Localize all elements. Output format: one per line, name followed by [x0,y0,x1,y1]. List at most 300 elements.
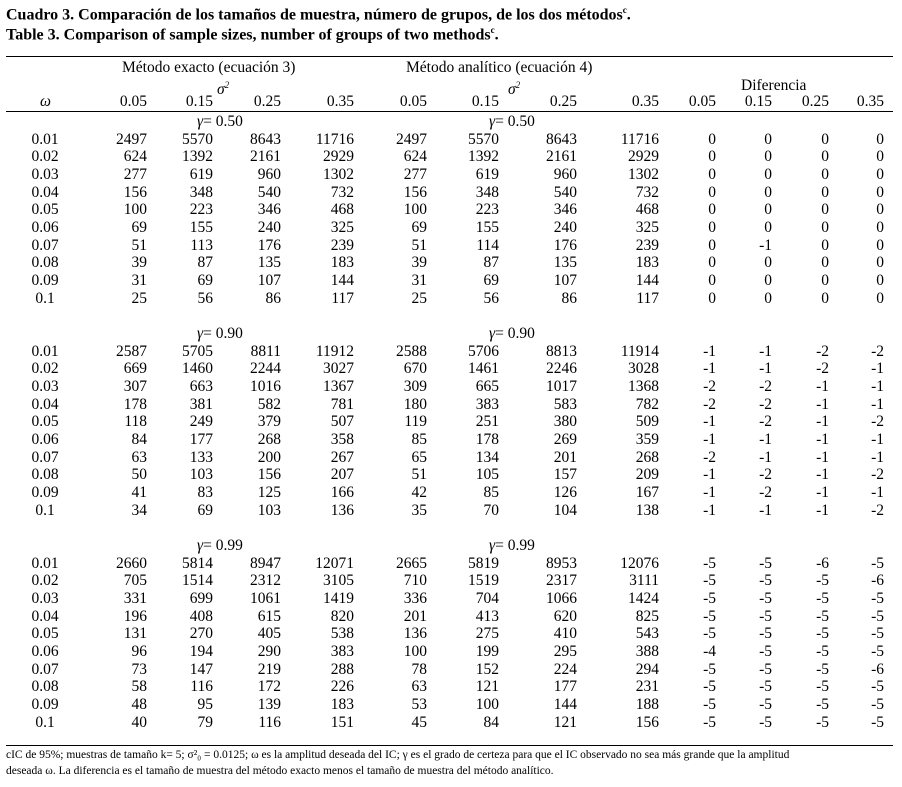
table-cell: 134 [475,448,499,466]
table-cell: 295 [553,642,577,660]
table-cell: -5 [759,660,772,678]
table-cell: 782 [635,395,659,413]
table-cell: 0 [876,218,884,236]
table-cell: 178 [123,395,147,413]
table-cell: 152 [475,660,499,678]
gamma-label-exact: γ= 0.99 [197,537,243,554]
table-cell: 86 [561,289,577,307]
table-cell: 86 [265,289,281,307]
table-cell: 0 [821,254,829,272]
table-cell: 468 [635,201,659,219]
table-cell: -5 [759,695,772,713]
table-cell: 176 [257,236,281,254]
omega-value: 0.06 [31,642,59,660]
gamma-label-exact: γ= 0.50 [197,113,243,130]
table-cell: 226 [330,678,354,696]
table-cell: 223 [475,201,499,219]
table-cell: 177 [189,430,213,448]
gamma-label-analytic: γ= 0.99 [489,537,535,554]
table-cell: 388 [635,642,659,660]
column-header: 0.05 [119,93,147,110]
table-cell: 543 [635,625,659,643]
omega-value: 0.08 [31,254,59,272]
table-cell: 732 [635,183,659,201]
table-cell: 0 [876,165,884,183]
table-cell: 0 [876,183,884,201]
table-cell: 199 [475,642,499,660]
table-cell: 156 [635,713,659,731]
table-cell: 710 [403,572,427,590]
table-cell: 87 [483,254,499,272]
table-cell: -5 [871,607,884,625]
table-cell: 155 [475,218,499,236]
table-cell: -6 [816,554,829,572]
table-cell: 41 [131,483,147,501]
omega-value: 0.02 [31,148,59,166]
table-cell: 201 [553,448,577,466]
table-cell: -5 [816,625,829,643]
omega-value: 0.08 [31,678,59,696]
column-header: 0.35 [856,93,884,110]
table-cell: 166 [330,483,354,501]
table-cell: 1061 [250,590,281,607]
table-cell: 5814 [182,554,213,572]
table-cell: 0 [764,183,772,201]
table-cell: -5 [703,713,716,731]
table-cell: 359 [635,430,659,448]
table-cell: 670 [403,360,427,378]
table-cell: 582 [257,395,281,413]
table-cell: -5 [816,607,829,625]
omega-value: 0.06 [31,218,59,236]
table-cell: 224 [553,660,577,678]
table-cell: 240 [553,218,577,236]
table-cell: 325 [330,218,354,236]
footnote [6,747,893,779]
table-cell: 96 [131,642,147,660]
table-title-spanish: Cuadro 3. Comparación de los tamaños de muestra, número de grupos, de los dos métodos$^c$. [6,5,631,24]
table-cell: -2 [816,342,829,360]
header-difference: Diferencia [741,77,807,94]
table-cell: 5570 [182,130,213,148]
table-cell: 194 [189,642,213,660]
table-cell: -5 [703,625,716,643]
omega-value: 0.05 [31,413,59,431]
table-cell: 509 [635,413,659,431]
table-cell: -5 [759,554,772,572]
table-cell: 117 [636,289,659,307]
table-cell: 705 [123,572,147,590]
table-cell: -1 [816,430,829,448]
table-cell: 307 [123,377,147,395]
table-cell: 665 [475,377,499,395]
table-cell: 84 [483,713,499,731]
table-cell: 56 [197,289,213,307]
table-cell: 1302 [323,165,354,183]
table-cell: 624 [123,148,147,166]
table-cell: 3028 [628,360,659,378]
table-cell: 113 [190,236,213,254]
table-cell: -1 [759,501,772,519]
table-cell: -5 [816,660,829,678]
table-cell: 0 [764,289,772,307]
omega-value: 0.04 [31,183,59,201]
table-cell: -5 [703,660,716,678]
table-cell: 207 [330,466,354,484]
table-cell: -5 [703,572,716,590]
table-cell: 2587 [116,342,147,360]
omega-value: 0.04 [31,607,59,625]
table-cell: 619 [475,165,499,183]
table-cell: 114 [476,236,499,254]
table-cell: 11716 [620,130,659,148]
table-cell: 136 [330,501,354,519]
table-cell: 85 [411,430,427,448]
table-cell: 2929 [323,148,354,166]
table-cell: 0 [876,236,884,254]
table-cell: 2665 [396,554,427,572]
table-cell: -1 [816,377,829,395]
table-cell: 408 [189,607,213,625]
table-cell: 1514 [182,572,213,590]
table-cell: 0 [821,236,829,254]
table-cell: 239 [635,236,659,254]
omega-value: 0.07 [31,236,59,254]
table-cell: 781 [330,395,354,413]
table-cell: -1 [816,413,829,431]
table-cell: 0 [708,183,716,201]
omega-value: 0.1 [35,501,55,519]
table-cell: 95 [197,695,213,713]
table-cell: 0 [876,271,884,289]
table-cell: 8643 [250,130,281,148]
table-cell: 78 [411,660,427,678]
table-cell: 104 [553,501,577,519]
table-cell: 183 [330,695,354,713]
table-cell: 2497 [116,130,147,148]
table-cell: 69 [411,218,427,236]
table-cell: -5 [759,572,772,590]
table-cell: 50 [131,466,147,484]
table-cell: -1 [703,413,716,431]
table-cell: -5 [871,625,884,643]
table-cell: 620 [553,607,577,625]
table-cell: 2660 [116,554,147,572]
table-cell: 135 [553,254,577,272]
table-cell: 87 [197,254,213,272]
table-cell: -1 [759,342,772,360]
table-cell: 5706 [468,342,499,360]
table-cell: 100 [123,201,147,219]
table-cell: -4 [703,642,716,660]
table-cell: 0 [708,130,716,148]
table-cell: -2 [871,342,884,360]
table-title-english: Table 3. Comparison of sample sizes, number of groups of two methods$^c$. [6,25,499,44]
table-cell: -1 [703,483,716,501]
table-cell: 0 [821,183,829,201]
table-cell: 11912 [315,342,354,360]
omega-value: 0.05 [31,625,59,643]
table-cell: -2 [759,466,772,484]
table-cell: 144 [330,271,354,289]
table-cell: 468 [330,201,354,219]
table-cell: -1 [871,360,884,378]
table-cell: 200 [257,448,281,466]
table-cell: 669 [123,360,147,378]
column-header: 0.35 [326,93,354,110]
table-cell: 0 [876,201,884,219]
table-cell: -5 [759,607,772,625]
table-cell: 156 [123,183,147,201]
gamma-label-analytic: γ= 0.90 [489,325,535,342]
omega-value: 0.08 [31,466,59,484]
table-cell: 100 [475,695,499,713]
table-cell: -1 [871,483,884,501]
table-cell: 183 [330,254,354,272]
table-cell: 177 [553,678,577,696]
table-cell: 172 [257,678,281,696]
table-cell: 51 [411,466,427,484]
table-cell: 346 [553,201,577,219]
table-cell: 118 [124,413,147,431]
table-cell: 2929 [628,148,659,166]
table-cell: 8811 [250,342,281,360]
table-cell: 167 [635,483,659,501]
table-cell: 201 [403,607,427,625]
table-cell: 183 [635,254,659,272]
omega-value: 0.09 [31,483,59,501]
table-cell: -5 [816,695,829,713]
table-cell: 309 [403,377,427,395]
table-cell: 69 [197,501,213,519]
table-cell: 12071 [315,554,354,572]
table-cell: 151 [330,713,354,731]
table-cell: 157 [553,466,577,484]
table-cell: 58 [131,678,147,696]
header-exact-method: Método exacto (ecuación 3) [122,59,296,76]
table-cell: 39 [411,254,427,272]
table-cell: 410 [553,625,577,643]
table-cell: 196 [123,607,147,625]
table-cell: 619 [189,165,213,183]
table-cell: 56 [483,289,499,307]
table-cell: -5 [816,642,829,660]
omega-value: 0.05 [31,201,59,219]
table-cell: 3105 [323,572,354,590]
table-cell: -1 [703,342,716,360]
table-cell: 0 [764,218,772,236]
table-cell: 40 [131,713,147,731]
table-cell: 133 [189,448,213,466]
table-cell: 331 [123,590,147,607]
table-cell: 290 [257,642,281,660]
table-cell: 73 [131,660,147,678]
omega-value: 0.04 [31,395,59,413]
table-cell: -2 [759,483,772,501]
table-cell: 63 [411,678,427,696]
bottom-rule [6,745,893,746]
table-cell: 0 [821,148,829,166]
table-cell: 0 [821,201,829,219]
table-cell: -6 [871,660,884,678]
table-cell: 239 [330,236,354,254]
table-cell: 336 [403,590,427,607]
header-omega: ω [40,93,51,110]
header-sigma-analytic: $\sigma^2$ [508,80,521,99]
table-cell: 69 [131,218,147,236]
column-header: 0.25 [801,93,829,110]
omega-value: 0.1 [35,289,55,307]
table-cell: -1 [816,448,829,466]
table-cell: 100 [403,642,427,660]
table-cell: 70 [483,501,499,519]
omega-value: 0.03 [31,165,59,183]
table-cell: 45 [411,713,427,731]
table-cell: -1 [871,448,884,466]
table-cell: 960 [553,165,577,183]
table-cell: 0 [708,165,716,183]
table-cell: 0 [876,289,884,307]
table-cell: 147 [189,660,213,678]
table-cell: -5 [703,607,716,625]
table-cell: 288 [330,660,354,678]
table-cell: -5 [703,554,716,572]
table-cell: -5 [816,590,829,607]
table-cell: 732 [330,183,354,201]
table-cell: 0 [876,254,884,272]
table-cell: 39 [131,254,147,272]
omega-value: 0.01 [31,342,59,360]
table-cell: 83 [197,483,213,501]
table-cell: -5 [759,590,772,607]
table-cell: 1066 [546,590,577,607]
table-cell: 69 [483,271,499,289]
header-analytic-method: Método analítico (ecuación 4) [406,59,593,76]
table-cell: -1 [703,430,716,448]
table-cell: 267 [330,448,354,466]
table-cell: 960 [257,165,281,183]
table-cell: -5 [871,642,884,660]
table-cell: 1392 [468,148,499,166]
table-cell: 275 [475,625,499,643]
gamma-label-exact: γ= 0.90 [197,325,243,342]
top-rule [6,56,893,57]
table-cell: -2 [816,360,829,378]
table-cell: 1016 [250,377,281,395]
omega-value: 0.07 [31,660,59,678]
table-cell: 84 [131,430,147,448]
table-cell: 8813 [546,342,577,360]
table-cell: -1 [871,395,884,413]
table-cell: 107 [257,271,281,289]
table-cell: -1 [703,466,716,484]
omega-value: 0.09 [31,695,59,713]
table-cell: 103 [257,501,281,519]
column-header: 0.05 [399,93,427,110]
omega-value: 0.06 [31,430,59,448]
table-cell: 325 [635,218,659,236]
table-cell: 0 [764,148,772,166]
omega-value: 0.03 [31,377,59,395]
table-cell: 249 [189,413,213,431]
table-cell: -1 [703,360,716,378]
table-cell: 1017 [546,377,577,395]
table-cell: 0 [876,130,884,148]
table-cell: 155 [189,218,213,236]
table-cell: 358 [330,430,354,448]
omega-value: 0.09 [31,271,59,289]
table-cell: -1 [759,236,772,254]
table-cell: 116 [258,713,281,731]
table-cell: 348 [189,183,213,201]
table-cell: 119 [404,413,427,431]
table-cell: 35 [411,501,427,519]
table-cell: 5570 [468,130,499,148]
table-cell: -5 [871,695,884,713]
table-cell: 11716 [315,130,354,148]
table-cell: -2 [871,501,884,519]
table-cell: 53 [411,695,427,713]
table-cell: -5 [871,678,884,696]
column-header: 0.25 [549,93,577,110]
table-cell: 540 [257,183,281,201]
header-sigma-exact: $\sigma^2$ [217,80,230,99]
table-cell: 135 [257,254,281,272]
table-cell: 251 [475,413,499,431]
table-cell: 2244 [250,360,281,378]
table-cell: 624 [403,148,427,166]
table-cell: 381 [189,395,213,413]
table-cell: 1460 [182,360,213,378]
table-cell: -1 [816,501,829,519]
table-cell: 8643 [546,130,577,148]
table-cell: 383 [475,395,499,413]
table-cell: -2 [759,413,772,431]
table-cell: 240 [257,218,281,236]
omega-value: 0.01 [31,130,59,148]
table-cell: 8947 [250,554,281,572]
table-cell: 1392 [182,148,213,166]
table-cell: 699 [189,590,213,607]
table-cell: 116 [190,678,213,696]
column-header: 0.25 [253,93,281,110]
table-cell: 0 [821,165,829,183]
table-cell: 383 [330,642,354,660]
table-cell: 1367 [323,377,354,395]
omega-value: 0.03 [31,590,59,607]
table-cell: -2 [703,395,716,413]
table-cell: -2 [759,395,772,413]
table-cell: 615 [257,607,281,625]
table-cell: -5 [871,590,884,607]
table-cell: 25 [411,289,427,307]
table-cell: 8953 [546,554,577,572]
table-cell: -5 [871,554,884,572]
table-cell: 3111 [629,572,659,590]
table-cell: -5 [816,713,829,731]
table-cell: -5 [759,713,772,731]
table-cell: 11914 [620,342,659,360]
table-cell: 107 [553,271,577,289]
table-cell: 0 [708,218,716,236]
table-cell: -1 [759,430,772,448]
table-cell: 178 [475,430,499,448]
table-cell: 0 [708,236,716,254]
table-cell: 0 [708,201,716,219]
table-cell: -5 [759,678,772,696]
table-cell: 209 [635,466,659,484]
table-cell: 270 [189,625,213,643]
